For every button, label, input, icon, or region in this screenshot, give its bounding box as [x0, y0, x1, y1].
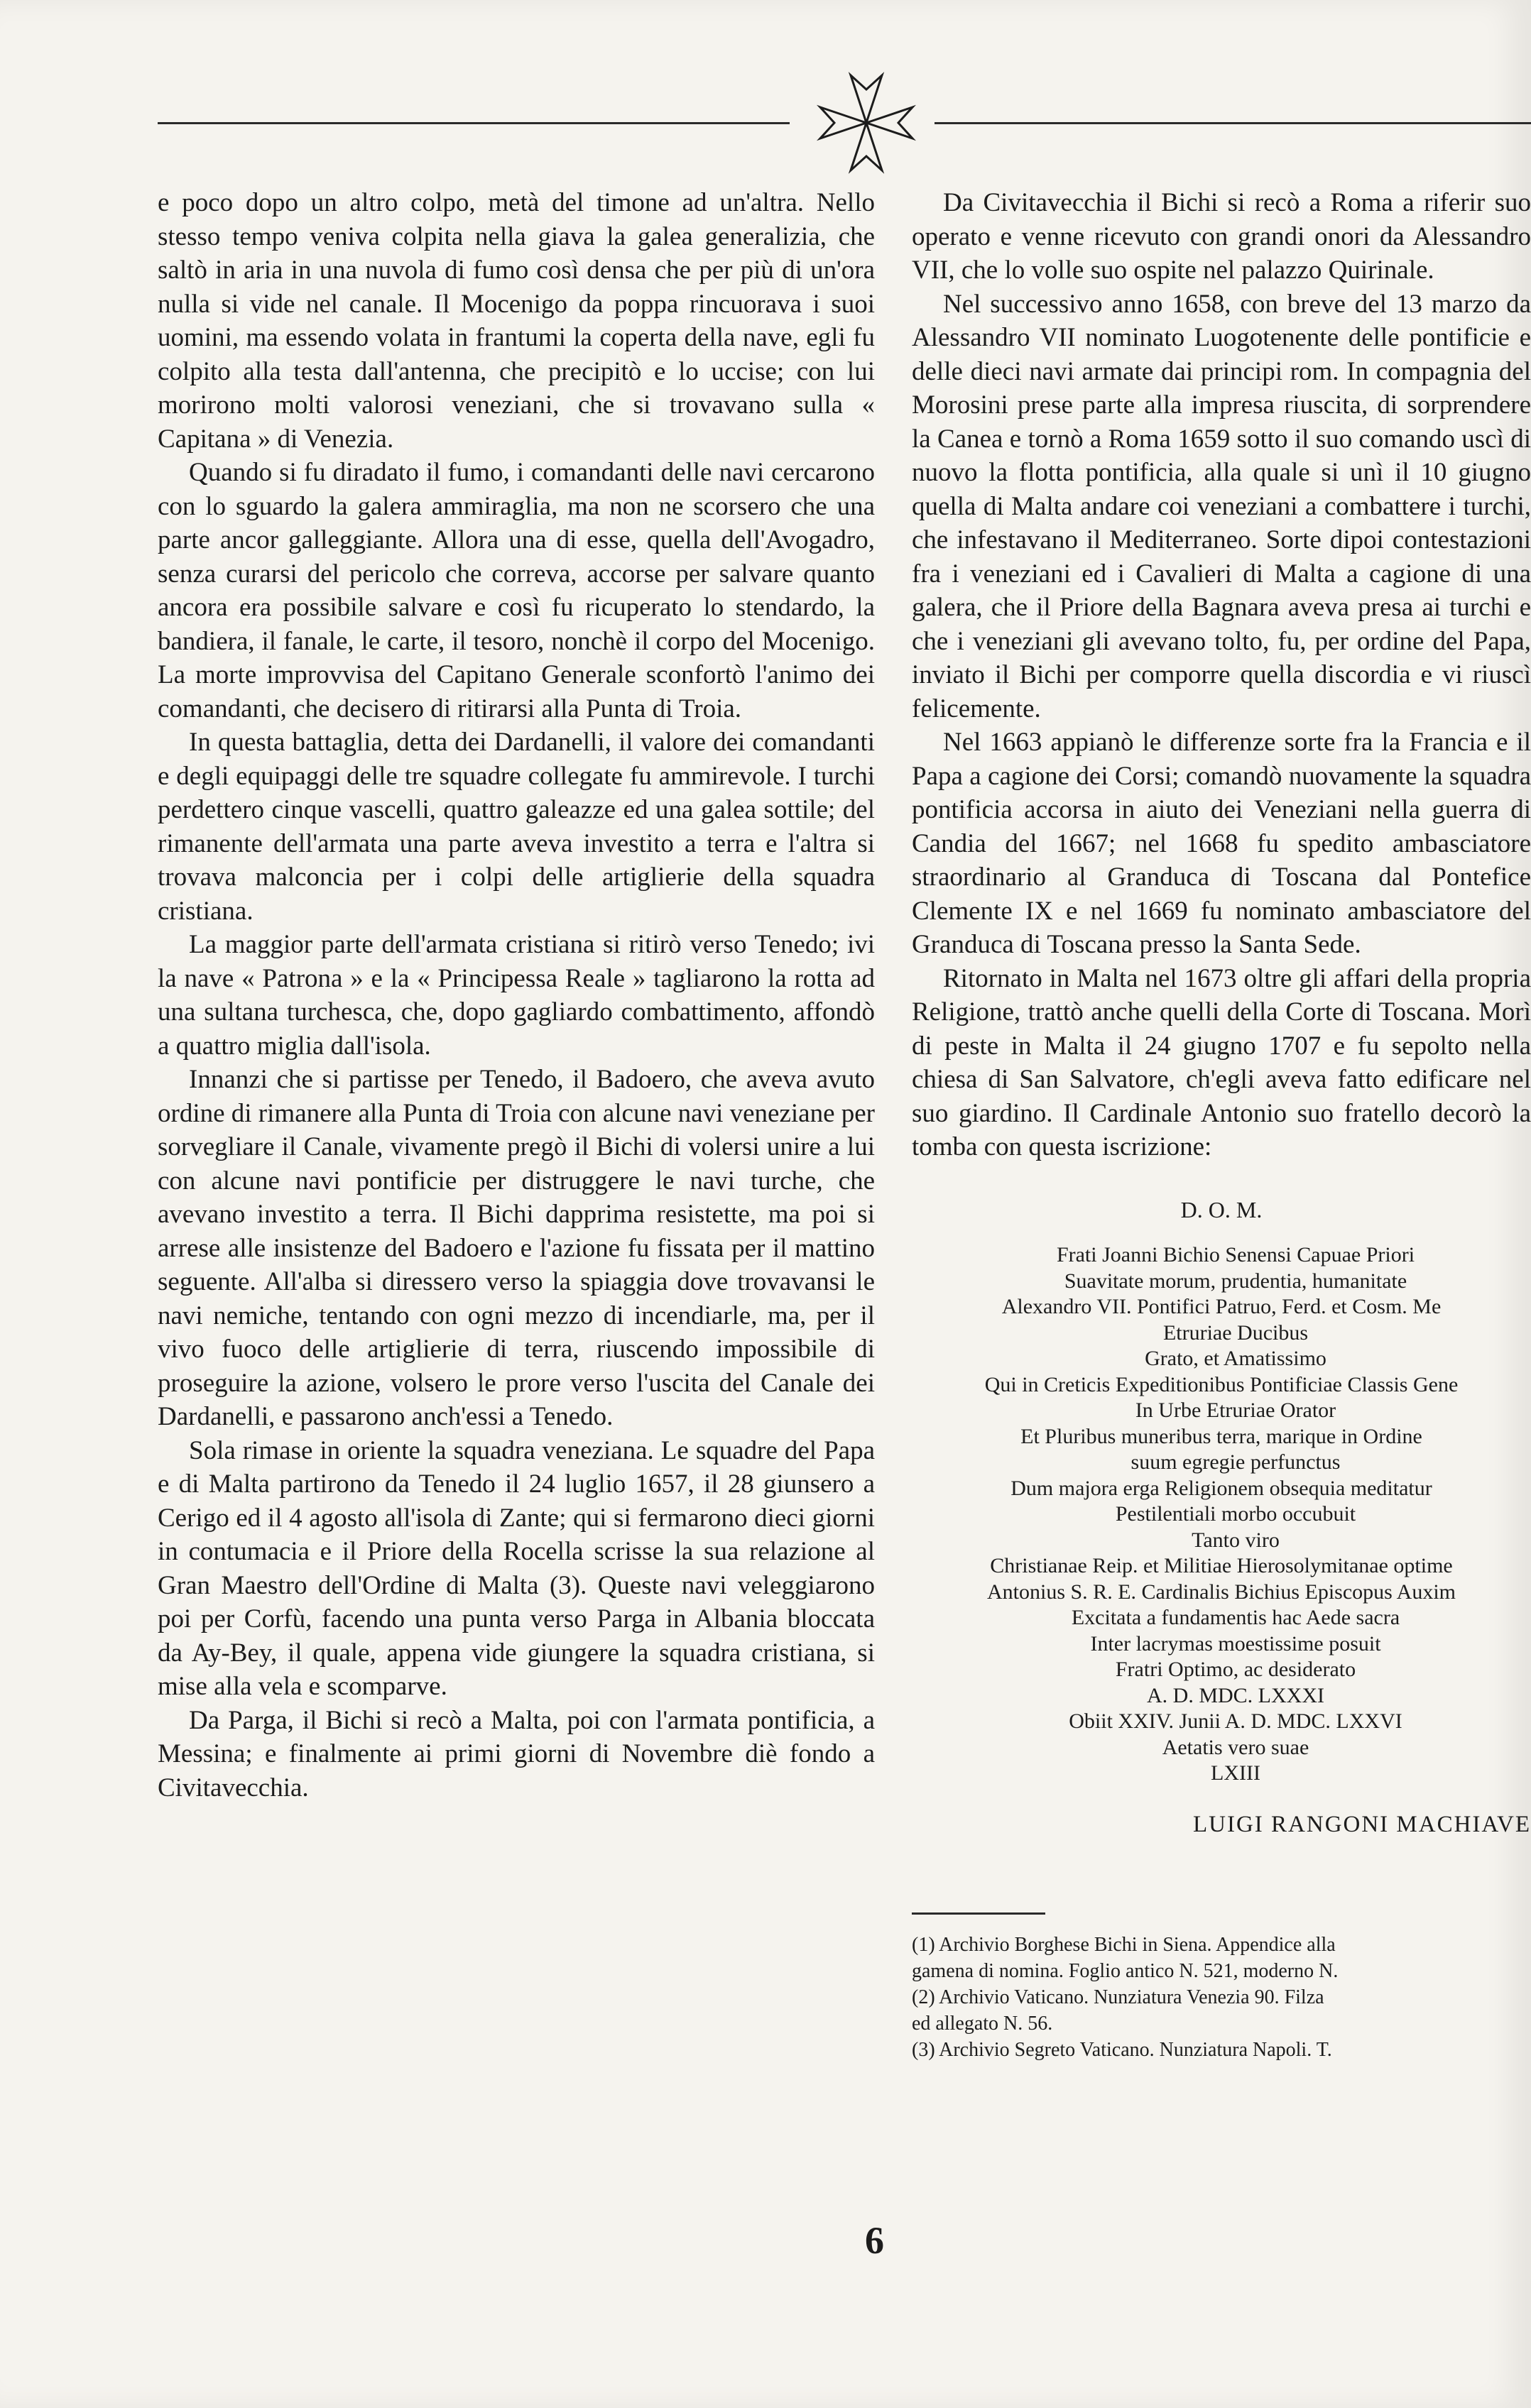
inscription-line: Grato, et Amatissimo — [1145, 1347, 1326, 1370]
footnote-line: (2) Archivio Vaticano. Nunziatura Venezia 90. Filza — [912, 1986, 1324, 2008]
author-signature: LUIGI RANGONI MACHIAVE — [1192, 1811, 1531, 1837]
maltese-cross-icon — [817, 70, 916, 176]
paragraph: Quando si fu diradato il fumo, i comandanti delle navi cercarono con lo sguardo la galera ammiraglia, ma non ne scorsero che una parte ancor galleggiante. Allora una di esse, quella dell'Avogadro, senza curarsi del pericolo che correva, accorse per salvare quanto ancora era possibile salvare e così fu ricuperato lo stendardo, la bandiera, il fanale, le carte, il tesoro, nonchè il corpo del Mocenigo. La morte improvvisa del Capitano Generale sconfortò l'animo dei comandanti, che decisero di ritirarsi alla Punta di Troia. — [158, 458, 875, 723]
footnotes — [912, 1932, 1531, 2063]
inscription-line: Pestilentiali morbo occubuit — [1115, 1502, 1356, 1526]
inscription-line: Inter lacrymas moestissime posuit — [1090, 1631, 1381, 1656]
paragraph: Da Parga, il Bichi si recò a Malta, poi con l'armata pontificia, a Messina; e finalmente ai primi giorni di Novembre diè fondo a Civitavecchia. — [158, 1705, 875, 1802]
inscription-line: LXIII — [1211, 1761, 1260, 1785]
inscription-line: Tanto viro — [1192, 1528, 1280, 1552]
inscription-line: Et Pluribus muneribus terra, marique in Ordine — [1020, 1424, 1422, 1448]
inscription-line: Alexandro VII. Pontifici Patruo, Ferd. et Cosm. Me — [1001, 1295, 1442, 1318]
paragraph: Innanzi che si partisse per Tenedo, il Badoero, che aveva avuto ordine di rimanere alla Punta di Troia con alcune navi veneziane per sorvegliare il Canale, vivamente pregò il Bichi di volersi unire a lui con alcune navi pontificie per distruggere le navi turche, che avevano investito a terra. Il Bichi dapprima resistette, ma poi si arrese alle insistenze del Badoero e l'azione fu fissata per il mattino seguente. All'alba si diressero verso la spiaggia dove trovavansi le navi nemiche, tentando con ogni mezzo di incendiarle, ma, per il vivo fuoco delle artiglierie di terra, riuscendo impossibile di proseguire la azione, volsero le prore verso l'uscita del Canale dei Dardanelli, e passarono anch'essi a Tenedo. — [158, 1065, 875, 1431]
inscription-line: D. O. M. — [1180, 1196, 1263, 1222]
footnote-line: (3) Archivio Segreto Vaticano. Nunziatura Napoli. T. — [912, 2039, 1332, 2061]
paragraph: La maggior parte dell'armata cristiana si ritirò verso Tenedo; ivi la nave « Patrona » e la « Principessa Reale » tagliarono la rotta ad una sultana turchesca, che, dopo gagliardo combattimento, affondò a quattro miglia dall'isola. — [158, 930, 875, 1061]
footnote-line: (1) Archivio Borghese Bichi in Siena. Appendice alla — [912, 1934, 1336, 1956]
left-column — [158, 186, 875, 1805]
paragraph: Ritornato in Malta nel 1673 oltre gli affari della propria Religione, trattò anche quelli della Corte di Toscana. Morì di peste in Malta il 24 giugno 1707 e fu sepolto nella chiesa di San Salvatore, ch'egli aveva fatto edificare nel suo giardino. Il Cardinale Antonio suo fratello decorò la tomba con questa iscrizione: — [912, 963, 1531, 1161]
header-rule-left — [158, 122, 790, 124]
inscription-line: Suavitate morum, prudentia, humanitate — [1064, 1269, 1407, 1293]
inscription-line: A. D. MDC. LXXXI — [1147, 1683, 1324, 1707]
paragraph: Da Civitavecchia il Bichi si recò a Roma a riferir suo operato e venne ricevuto con grandi onori da Alessandro VII, che lo volle suo ospite nel palazzo Quirinale. — [912, 188, 1531, 285]
footnote-line: ed allegato N. 56. — [912, 2013, 1053, 2035]
inscription-line: Obiit XXIV. Junii A. D. MDC. LXXVI — [1069, 1709, 1402, 1733]
inscription-line: Fratri Optimo, ac desiderato — [1115, 1658, 1356, 1681]
tomb-inscription — [912, 1197, 1531, 1787]
right-column — [912, 186, 1531, 2063]
page-number: 6 — [865, 2219, 884, 2262]
inscription-line: Christianae Reip. et Militiae Hierosolymitanae optime — [990, 1554, 1453, 1577]
inscription-line: Aetatis vero suae — [1162, 1735, 1309, 1759]
paragraph: Nel successivo anno 1658, con breve del 13 marzo da Alessandro VII nominato Luogotenente delle pontificie e delle dieci navi armate dai principi rom. In compagnia del Morosini prese parte alla impresa riuscita, di sorprendere la Canea e tornò a Roma 1659 sotto il suo comando uscì di nuovo la flotta pontificia, alla quale si unì il 10 giugno quella di Malta andare coi veneziani a combattere i turchi, che infestavano il Mediterraneo. Sorte dipoi contestazioni fra i veneziani ed i Cavalieri di Malta a cagione di una galera, che il Priore della Bagnara aveva presa ai turchi e che i veneziani gli avevano tolto, fu, per ordine del Papa, inviato il Bichi per comporre quella discordia e vi riuscì felicemente. — [912, 289, 1531, 723]
inscription-line: In Urbe Etruriae Orator — [1135, 1399, 1336, 1422]
inscription-line: Dum majora erga Religionem obsequia meditatur — [1010, 1476, 1432, 1500]
inscription-line: suum egregie perfunctus — [1130, 1450, 1341, 1474]
paragraph: Nel 1663 appianò le differenze sorte fra la Francia e il Papa a cagione dei Corsi; comandò nuovamente la squadra pontificia accorsa in aiuto dei Veneziani nella guerra di Candia del 1667; nel 1668 fu spedito ambasciatore straordinario al Granduca di Toscana dal Pontefice Clemente IX e nel 1669 fu nominato ambasciatore del Granduca di Toscana presso la Santa Sede. — [912, 728, 1531, 959]
inscription-line: Etruriae Ducibus — [1162, 1320, 1309, 1345]
paragraph: In questa battaglia, detta dei Dardanelli, il valore dei comandanti e degli equipaggi delle tre squadre collegate fu ammirevole. I turchi perdettero cinque vascelli, quattro galeazze ed una galea sottile; del rimanente dell'armata una parte aveva investito a terra e l'altra si trovava malconcia per i colpi delle artiglierie della squadra cristiana. — [158, 728, 875, 926]
footnote-rule — [912, 1912, 1045, 1915]
inscription-line: Excitata a fundamentis hac Aede sacra — [1071, 1606, 1400, 1629]
footnote-line: gamena di nomina. Foglio antico N. 521, moderno N. — [912, 1960, 1339, 1982]
inscription-line: Antonius S. R. E. Cardinalis Bichius Episcopus Auxim — [986, 1580, 1456, 1604]
paragraph: e poco dopo un altro colpo, metà del timone ad un'altra. Nello stesso tempo veniva colpita nella giava la galea generalizia, che saltò in aria in una nuvola di fumo così densa che per più di un'ora nulla si vide nel canale. Il Mocenigo da poppa rincuorava i suoi uomini, ma essendo volata in frantumi la coperta della nave, egli fu colpito alla testa dall'antenna, che precipitò e lo uccise; con lui morirono molti valorosi veneziani, che si trovavano sulla « Capitana » di Venezia. — [158, 188, 875, 454]
paragraph: Sola rimase in oriente la squadra veneziana. Le squadre del Papa e di Malta partirono da Tenedo il 24 luglio 1657, il 28 giunsero a Cerigo ed il 4 agosto all'isola di Zante; qui si fermarono dieci giorni in contumacia e il Priore della Rocella scrisse la sua relazione al Gran Maestro dell'Ordine di Malta (3). Queste navi veleggiarono poi per Corfù, facendo una punta verso Parga in Albania bloccata da Ay-Bey, il quale, appena vide giungere la squadra cristiana, si mise alla vela e scomparve. — [158, 1435, 875, 1701]
inscription-line: Frati Joanni Bichio Senensi Capuae Priori — [1056, 1243, 1415, 1266]
inscription-line: Qui in Creticis Expeditionibus Pontificiae Classis Gene — [984, 1372, 1459, 1396]
header-rule-right — [935, 122, 1531, 124]
